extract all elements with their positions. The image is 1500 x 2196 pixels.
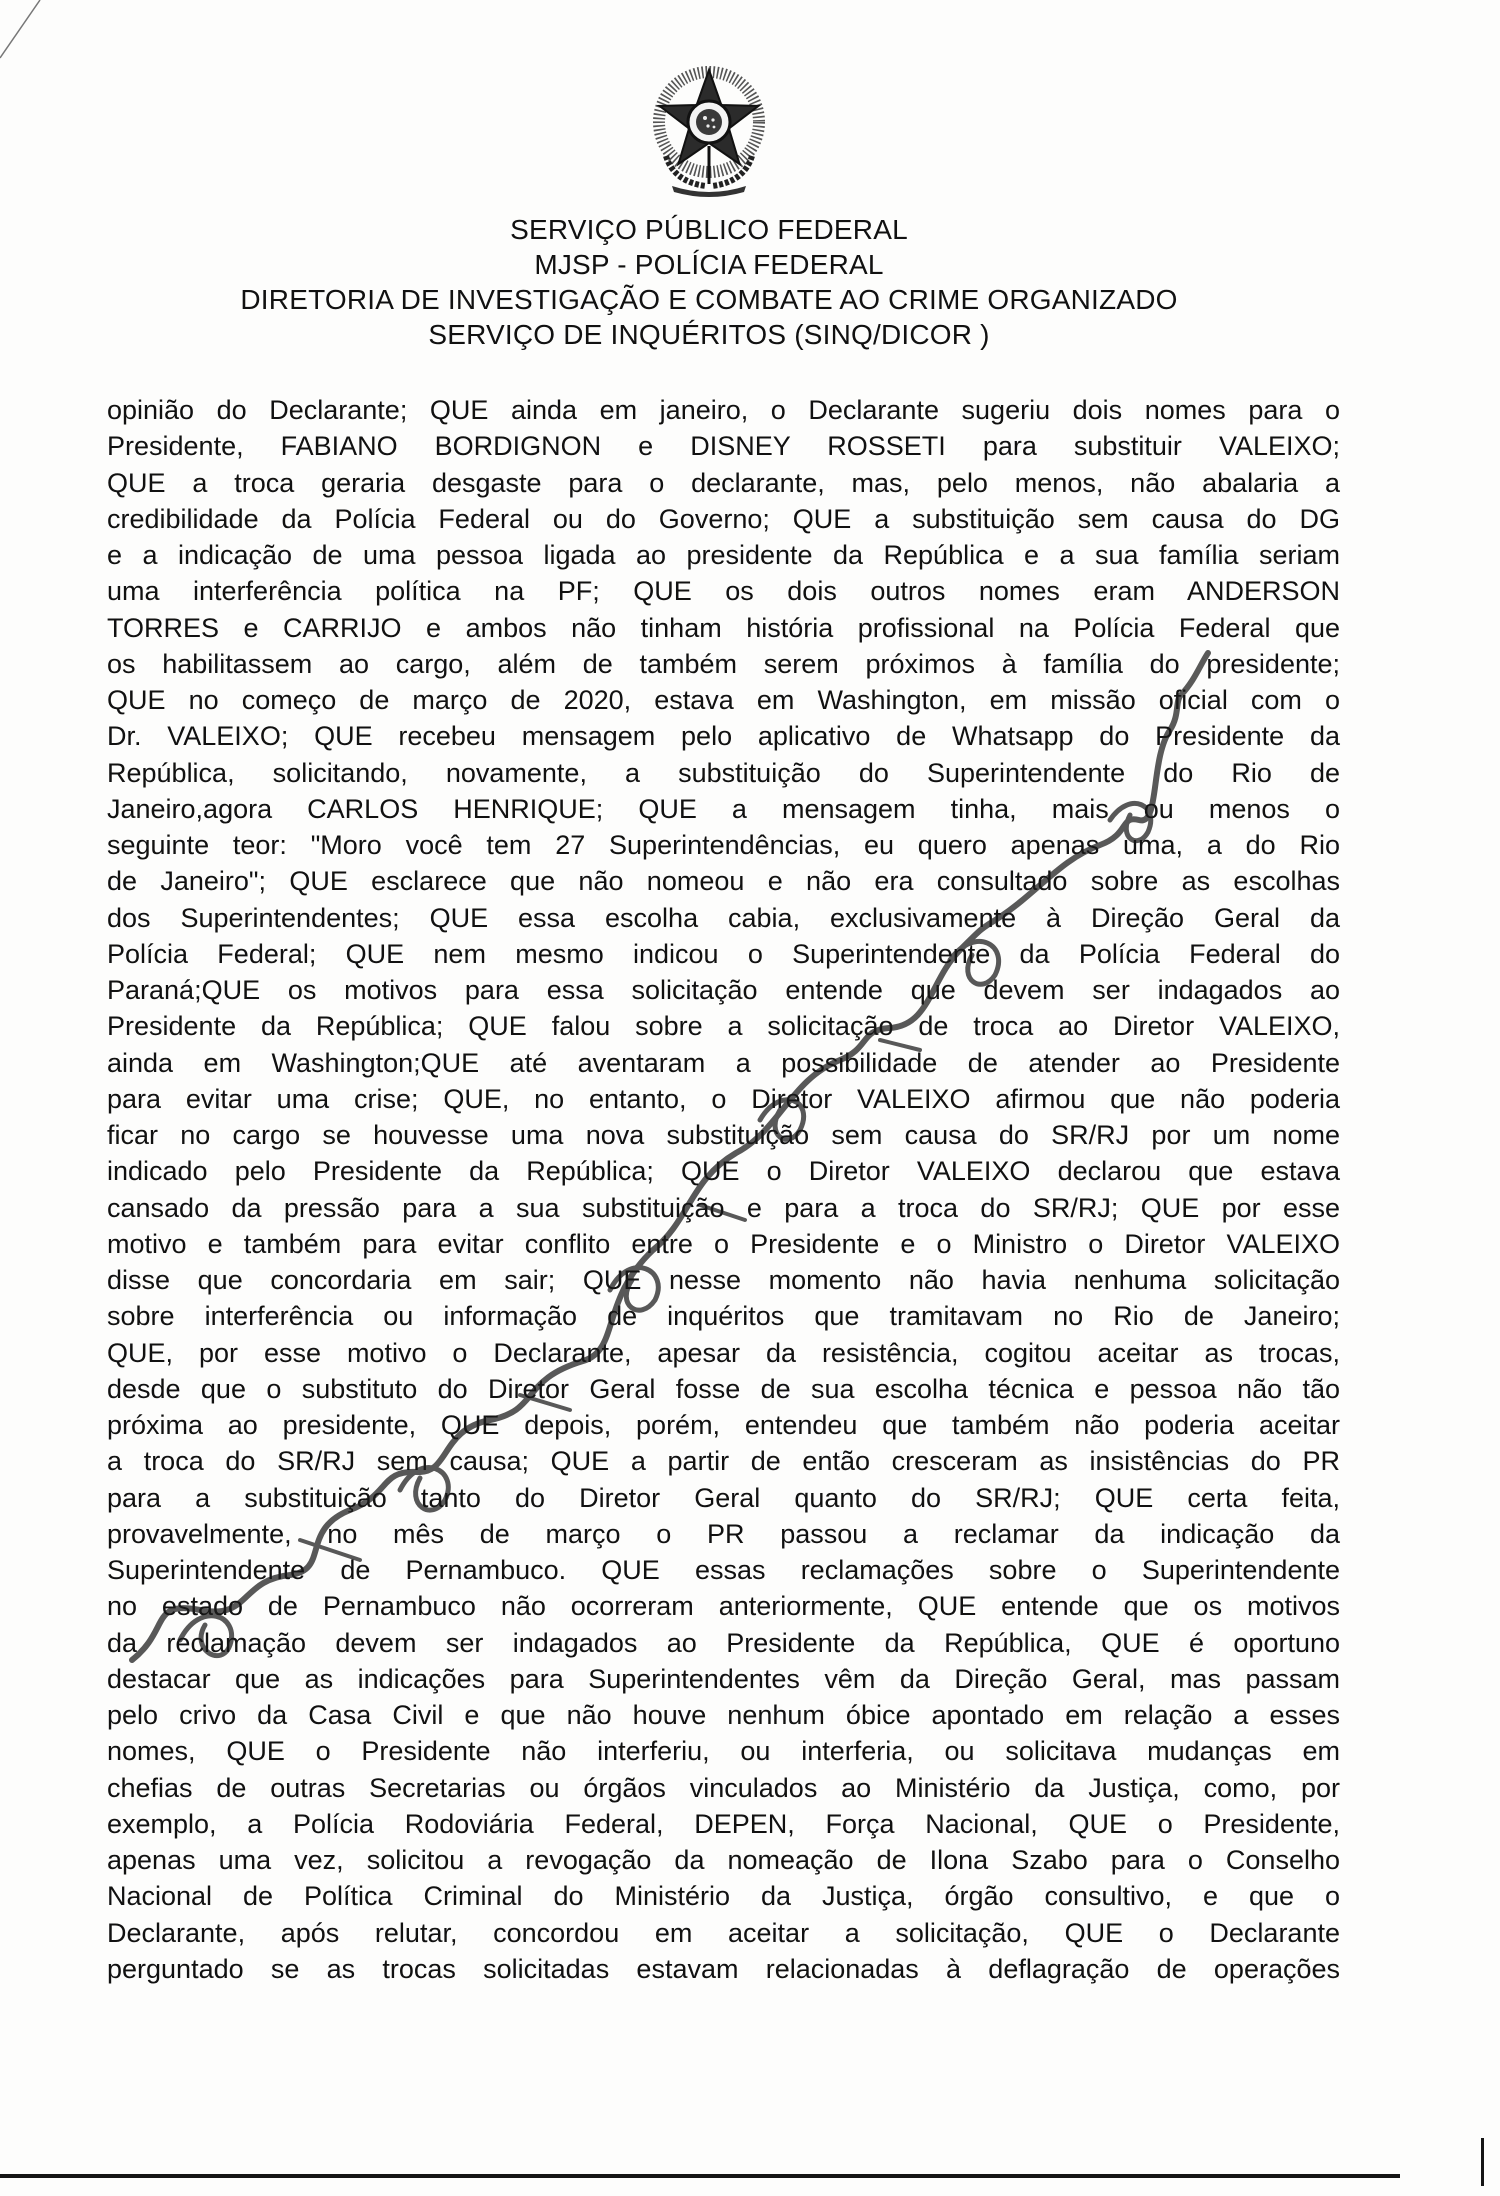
header-directorate-line: DIRETORIA DE INVESTIGAÇÃO E COMBATE AO CRIME ORGANIZADO [240,284,1178,315]
body-line: próxima ao presidente, QUE depois, porém, entendeu que também não poderia aceitar [107,1410,1340,1440]
body-line: sobre interferência ou informação de inquéritos que tramitavam no Rio de Janeiro; [107,1301,1340,1332]
body-line: dos Superintendentes; QUE essa escolha cabia, exclusivamente à Direção Geral da [107,902,1340,933]
header-division-line: SERVIÇO DE INQUÉRITOS (SINQ/DICOR ) [428,319,990,350]
body-line: motivo e também para evitar conflito entre o Presidente e o Ministro o Diretor VALEIXO [107,1228,1340,1259]
body-line: uma interferência política na PF; QUE os dois outros nomes eram ANDERSON [107,576,1340,607]
body-line: para a substituição tanto do Diretor Geral quanto do SR/RJ; QUE certa feita, [107,1482,1340,1513]
body-line: e a indicação de uma pessoa ligada ao presidente da República e a sua família seriam [107,540,1340,570]
body-line: Janeiro,agora CARLOS HENRIQUE; QUE a mensagem tinha, mais ou menos o [107,793,1340,824]
body-line: indicado pelo Presidente da República; QUE o Diretor VALEIXO declarou que estava [107,1156,1340,1187]
page-edge-mark [1481,2138,1484,2186]
body-line: Declarante, após relutar, concordou em aceitar a solicitação, QUE o Declarante [107,1917,1340,1948]
body-line: exemplo, a Polícia Rodoviária Federal, DEPEN, Força Nacional, QUE o Presidente, [107,1808,1340,1839]
body-line: TORRES e CARRIJO e ambos não tinham história profissional na Polícia Federal que [107,612,1340,643]
body-line: Paraná;QUE os motivos para essa solicitação entende que devem ser indagados ao [107,975,1340,1005]
brazil-coat-of-arms-icon [644,64,774,198]
body-line: nomes, QUE o Presidente não interferiu, ou interferia, ou solicitava mudanças em [107,1736,1340,1767]
body-line: desde que o substituto do Diretor Geral fosse de sua escolha técnica e pessoa não tão [107,1373,1340,1404]
page-bottom-rule [0,2174,1400,2178]
header-agency-line: MJSP - POLÍCIA FEDERAL [534,249,884,280]
body-line: QUE a troca geraria desgaste para o declarante, mas, pelo menos, não abalaria a [107,467,1340,498]
body-line: perguntado se as trocas solicitadas estavam relacionadas à deflagração de operações [107,1953,1340,1984]
body-line: opinião do Declarante; QUE ainda em janeiro, o Declarante sugeriu dois nomes para o [107,395,1340,425]
body-line: ainda em Washington;QUE até aventaram a possibilidade de atender ao Presidente [107,1047,1340,1078]
body-line: pelo crivo da Casa Civil e que não houve nenhum óbice apontado em relação a esses [107,1700,1340,1730]
document-header [0,212,1418,352]
body-line: chefias de outras Secretarias ou órgãos vinculados ao Ministério da Justiça, como, por [107,1772,1340,1803]
body-line: seguinte teor: "Moro você tem 27 Superintendências, eu quero apenas uma, a do Rio [107,830,1340,860]
body-line: Polícia Federal; QUE nem mesmo indicou o Superintendente da Polícia Federal do [107,938,1340,969]
body-line: ficar no cargo se houvesse uma nova substituição sem causa do SR/RJ por um nome [107,1120,1340,1150]
body-line: Nacional de Política Criminal do Ministério da Justiça, órgão consultivo, e que o [107,1881,1340,1912]
body-line: destacar que as indicações para Superintendentes vêm da Direção Geral, mas passam [107,1663,1340,1694]
scan-pen-mark [0,0,60,70]
body-line: Presidente, FABIANO BORDIGNON e DISNEY ROSSETI para substituir VALEIXO; [107,431,1340,462]
body-line: os habilitassem ao cargo, além de também serem próximos à família do presidente; [107,648,1340,679]
body-line: Superintendente de Pernambuco. QUE essas reclamações sobre o Superintendente [107,1555,1340,1585]
body-line: cansado da pressão para a sua substituição e para a troca do SR/RJ; QUE por esse [107,1192,1340,1223]
body-line: República, solicitando, novamente, a substituição do Superintendente do Rio de [107,757,1340,788]
body-line: da reclamação devem ser indagados ao Presidente da República, QUE é oportuno [107,1627,1340,1658]
body-line: QUE no começo de março de 2020, estava em Washington, em missão oficial com o [107,685,1340,715]
testimony-body [107,392,1340,1987]
body-line: a troca do SR/RJ sem causa; QUE a partir de então cresceram as insistências do PR [107,1446,1340,1477]
body-line: provavelmente, no mês de março o PR passou a reclamar da indicação da [107,1518,1340,1549]
body-line: disse que concordaria em sair; QUE nesse momento não havia nenhuma solicitação [107,1265,1340,1295]
body-line: para evitar uma crise; QUE, no entanto, o Diretor VALEIXO afirmou que não poderia [107,1083,1340,1114]
body-line: no estado de Pernambuco não ocorreram anteriormente, QUE entende que os motivos [107,1591,1340,1622]
body-line: credibilidade da Polícia Federal ou do Governo; QUE a substituição sem causa do DG [107,503,1340,534]
body-line: Dr. VALEIXO; QUE recebeu mensagem pelo aplicativo de Whatsapp do Presidente da [107,721,1340,752]
body-line: apenas uma vez, solicitou a revogação da nomeação de Ilona Szabo para o Conselho [107,1845,1340,1875]
header-service-line: SERVIÇO PÚBLICO FEDERAL [510,214,908,245]
body-line: QUE, por esse motivo o Declarante, apesar da resistência, cogitou aceitar as trocas, [107,1337,1340,1368]
body-line: de Janeiro"; QUE esclarece que não nomeou e não era consultado sobre as escolhas [107,866,1340,897]
body-line: Presidente da República; QUE falou sobre a solicitação de troca ao Diretor VALEIXO, [107,1011,1340,1042]
